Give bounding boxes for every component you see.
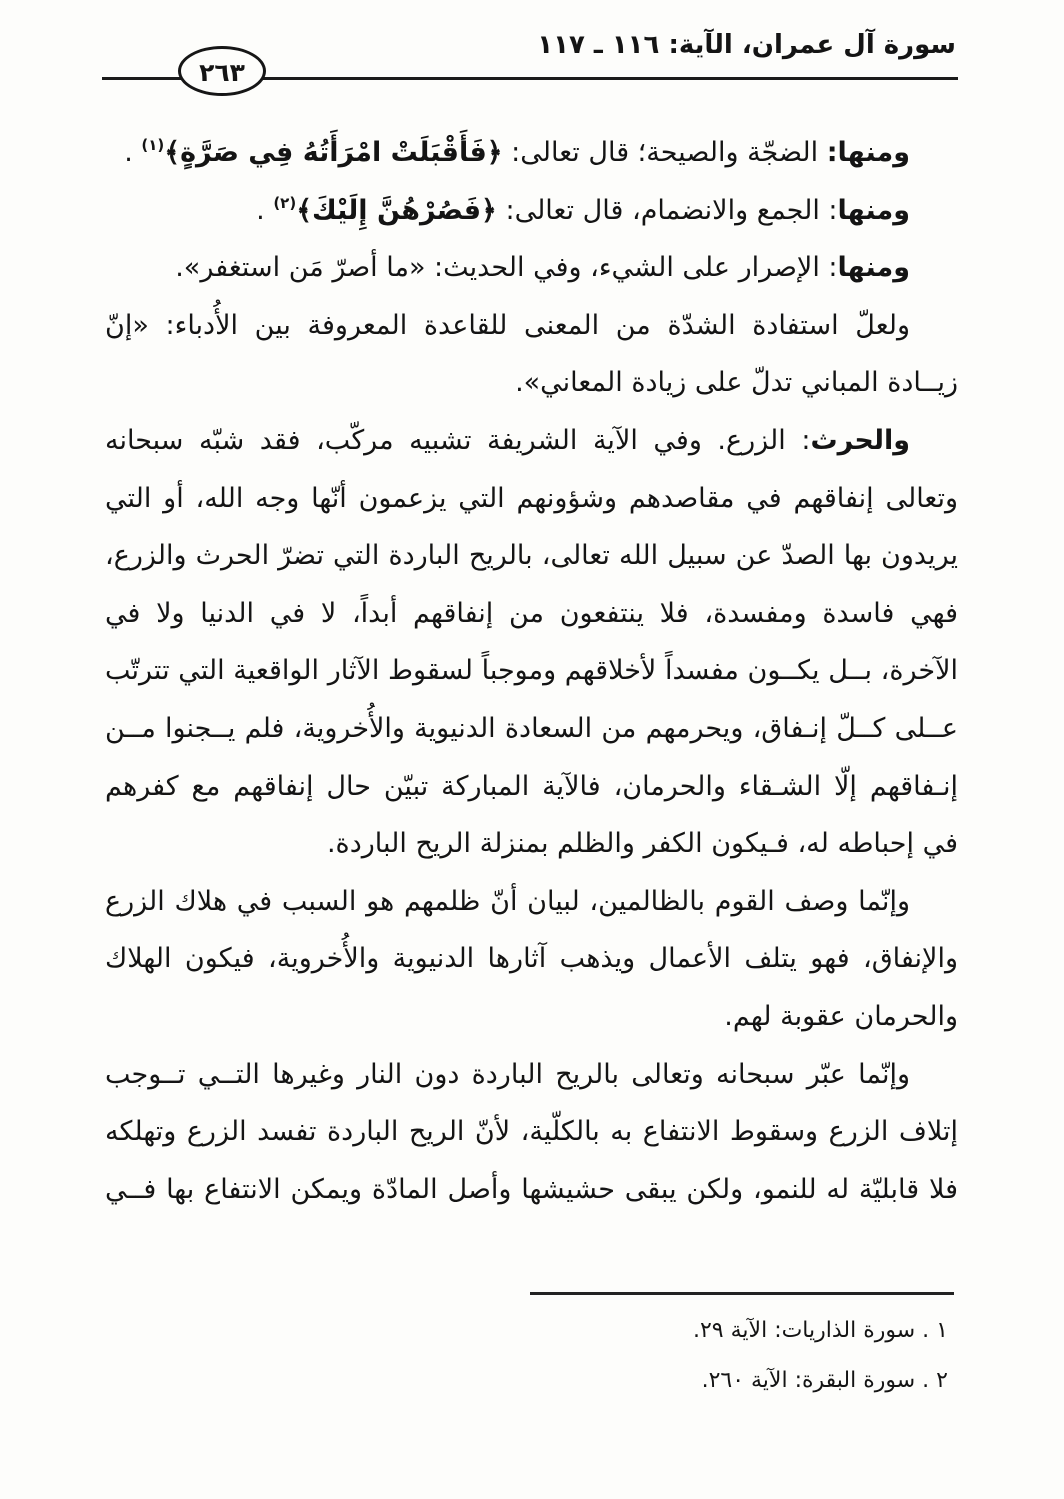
paragraph-3 bbox=[105, 239, 958, 297]
paragraph-4 bbox=[105, 297, 958, 412]
page-body bbox=[105, 124, 958, 1218]
paragraph-lead: ومنها bbox=[837, 194, 910, 226]
footnote-item-1: ١ . سورة الذاريات: الآية ٢٩. bbox=[692, 1318, 948, 1343]
paragraph-7 bbox=[105, 1046, 958, 1219]
footnote-ref-2: (٢) bbox=[273, 193, 297, 212]
footnote-ref-1: (١) bbox=[141, 136, 165, 154]
paragraph-text: الضجّة والصيحة؛ قال تعالى: bbox=[502, 137, 827, 168]
paragraph-text: وإنّما وصف القوم بالظالمين، لبيان أنّ ظلمهم هو السبب في هلاك الزرع والإنفاق، فهو يتلف الأعمال ويذهب آثارها الدنيوية والأُخروية، فيكون الهلاك والحرمان عقوبة لهم. bbox=[105, 885, 958, 1032]
paragraph-5 bbox=[105, 412, 958, 873]
paragraph-1 bbox=[105, 124, 958, 182]
paragraph-text: . bbox=[256, 194, 274, 226]
page-header-title: سورة آل عمران، الآية: ١١٦ ـ ١١٧ bbox=[537, 30, 956, 60]
footnote-item-2: ٢ . سورة البقرة: الآية ٢٦٠. bbox=[701, 1368, 948, 1393]
paragraph-6 bbox=[105, 873, 958, 1046]
paragraph-text: : الإصرار على الشيء، وفي الحديث: «ما أصرّ مَن استغفر». bbox=[175, 252, 838, 284]
paragraph-text: : الزرع. وفي الآية الشريفة تشبيه مركّب، فقد شبّه سبحانه وتعالى إنفاقهم في مقاصدهم وشؤونهم التي يزعمون أنّها وجه الله، أو التي يريدون بها الصدّ عن سبيل الله تعالى، بالريح الباردة التي تضرّ الحرث والزرع، فهي فاسدة ومفسدة، فلا ينتفعون من إنفاقهم أبداً، لا في الدنيا ولا في الآخرة، بــل يكــون مفسداً لأخلاقهم وموجباً لسقوط الآثار الواقعية التي تترتّب عــلى كــلّ إنـفاق، ويحرمهم من السعادة الدنيوية والأُخروية، فلم يــجنوا مــن إنـفاقهم إلّا الشـقاء والحرمان، فالآية المباركة تبيّن حال إنفاقهم مع كفرهم في إحباطه له، فـيكون الكفر والظلم بمنزلة الريح الباردة. bbox=[105, 424, 958, 860]
footnote-separator bbox=[530, 1292, 954, 1295]
quran-quote: ﴿فَأَقْبَلَتْ امْرَأَتُهُ فِي صَرَّةٍ﴾ bbox=[164, 137, 503, 168]
quran-quote: ﴿فَصُرْهُنَّ إِلَيْكَ﴾ bbox=[296, 194, 497, 226]
paragraph-lead: والحرث bbox=[810, 424, 910, 456]
paragraph-lead: ومنها: bbox=[826, 137, 910, 168]
paragraph-text: ولعلّ استفادة الشدّة من المعنى للقاعدة المعروفة بين الأُدباء: «إنّ زيــادة المباني تدلّ على زيادة المعاني». bbox=[105, 309, 958, 399]
paragraph-lead: ومنها bbox=[837, 252, 910, 284]
paragraph-text: . bbox=[124, 137, 142, 168]
page-number: ٢٦٣ bbox=[199, 57, 245, 87]
paragraph-2 bbox=[105, 182, 958, 240]
paragraph-text: : الجمع والانضمام، قال تعالى: bbox=[496, 194, 838, 226]
paragraph-text: وإنّما عبّر سبحانه وتعالى بالريح الباردة دون النار وغيرها التــي تــوجب إتلاف الزرع وسقوط الانتفاع به بالكلّية، لأنّ الريح الباردة تفسد الزرع وتهلكه فلا قابليّة له للنمو، ولكن يبقى حشيشها وأصل المادّة ويمكن الانتفاع بها فــي bbox=[105, 1058, 958, 1205]
page-number-badge bbox=[178, 46, 266, 96]
